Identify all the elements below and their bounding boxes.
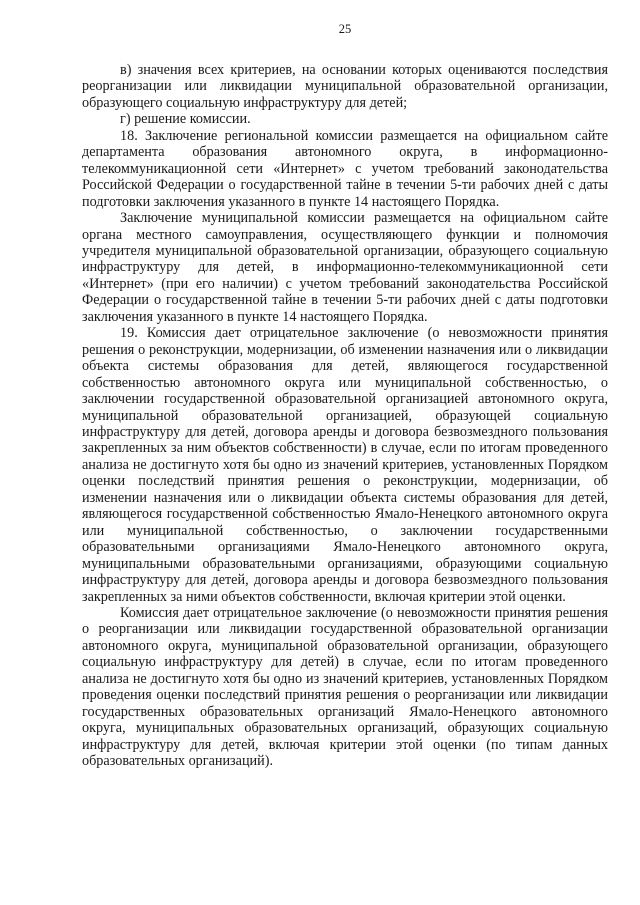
paragraph-negative-conclusion: Комиссия дает отрицательное заключение (о невозможности принятия решения о реорганизации или ликвидации государственной образовательной организации автономного округа, муниципальной образовательной организации, образующего социальную инфраструктуру для детей) в случае, если по итогам проведенного анализа не достигнуто хотя бы одно из значений критериев, установленных Порядком проведения оценки последствий принятия решения о реорганизации или ликвидации государственных образовательных организаций Ямало-Ненецкого автономного округа, муниципальных образовательных организаций, образующих социальную инфраструктуру для детей, включая критерии этой оценки (по типам данных образовательных организаций).	[82, 604, 608, 770]
paragraph-municipal-conclusion: Заключение муниципальной комиссии размещается на официальном сайте органа местного самоуправления, осуществляющего функции и полномочия учредителя муниципальной образовательной организации, образующего социальную инфраструктуру для детей, в информационно-телекоммуникационной сети «Интернет» (при его наличии) с учетом требований законодательства Российской Федерации о государственной тайне в течении 5-ти рабочих дней с даты подготовки заключения указанного в пункте 14 настоящего Порядка.	[82, 210, 608, 325]
page-number: 25	[338, 22, 352, 36]
paragraph-19: 19. Комиссия дает отрицательное заключение (о невозможности принятия решения о реконструкции, модернизации, об изменении назначения или о ликвидации объекта системы образования для детей, являющегося государственной собственностью автономного округа или муниципальной собственностью, о заключении государственной образовательной организацией автономного округа, муниципальной образовательной организацией, образующей социальную инфраструктуру для детей, договора аренды и договора безвозмездного пользования закрепленных за ним объектов собственности) в случае, если по итогам проведенного анализа не достигнуто хотя бы одно из значений критериев, установленных Порядком оценки последствий принятия решения о реконструкции, модернизации, об изменении назначения или о ликвидации объекта системы образования для детей, являющегося государственной собственностью Ямало-Ненецкого автономного округа или муниципальной собственностью, о заключении государственными образовательными организациями Ямало-Ненецкого автономного округа, муниципальными образовательными организациями, образующими социальную инфраструктуру для детей, договора аренды и договора безвозмездного пользования закрепленных за ними объектов собственности, включая критерии этой оценки.	[82, 325, 608, 605]
document-body	[82, 62, 608, 769]
paragraph-18: 18. Заключение региональной комиссии размещается на официальном сайте департамента образования автономного округа, в информационно-телекоммуникационной сети «Интернет» с учетом требований законодательства Российской Федерации о государственной тайне в течении 5-ти рабочих дней с даты подготовки заключения указанного в пункте 14 настоящего Порядка.	[82, 127, 608, 210]
paragraph-item-g: г) решение комиссии.	[120, 111, 251, 128]
paragraph-item-v: в) значения всех критериев, на основании которых оцениваются последствия реорганизации или ликвидации муниципальной образовательной организации, образующего социальную инфраструктуру для детей;	[82, 62, 608, 111]
